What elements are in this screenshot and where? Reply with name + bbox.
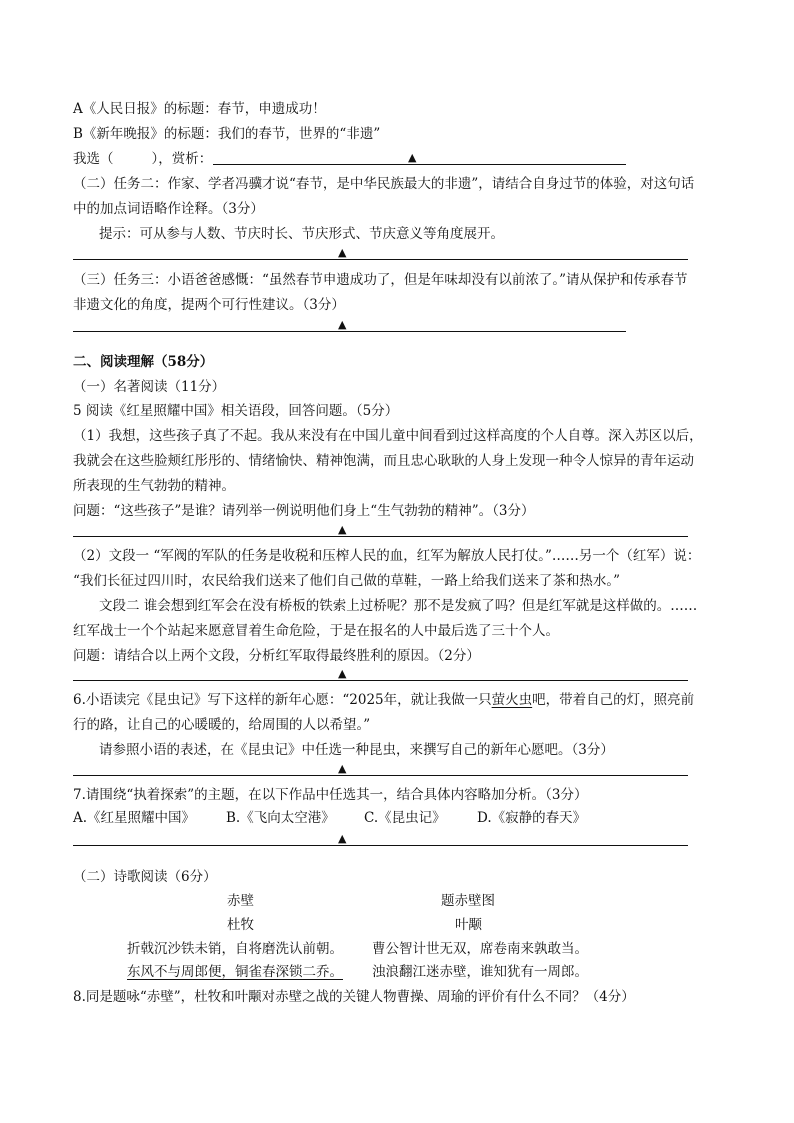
task2-line1: （二）任务二：作家、学者冯骥才说“春节，是中华民族最大的非遗”，请结合自身过节的体验，对这句话 bbox=[73, 176, 695, 192]
answer-line-q6[interactable] bbox=[73, 775, 688, 776]
q5-passage2-line3: 文段二 谁会想到红军会在没有桥板的铁索上过桥呢？那不是发疯了吗？但是红军就是这样做的。…… bbox=[99, 598, 698, 614]
poem2-line1: 曹公智计世无双，席卷南来孰敢当。 bbox=[372, 941, 588, 957]
q8-question: 8.同是题咏“赤壁”，杜牧和叶颙对赤壁之战的关键人物曹操、周瑜的评价有什么不同？（4分） bbox=[73, 989, 635, 1005]
poem1-line1: 折戟沉沙铁未销，自将磨洗认前朝。 bbox=[127, 941, 343, 957]
q5-passage2-line2: “我们长征过四川时，农民给我们送来了他们自己做的草鞋，一路上给我们送来了茶和热水。” bbox=[73, 573, 621, 589]
answer-mark: ▲ bbox=[408, 151, 417, 164]
answer-mark: ▲ bbox=[338, 667, 347, 680]
option-a-line: A《人民日报》的标题：春节，申遗成功！ bbox=[73, 101, 326, 117]
choose-prefix: 我选（ bbox=[73, 151, 114, 167]
answer-mark: ▲ bbox=[338, 246, 347, 259]
subsection-poetry: （二）诗歌阅读（6分） bbox=[73, 869, 217, 885]
answer-mark: ▲ bbox=[338, 523, 347, 536]
q6-underlined-firefly: 萤火虫 bbox=[491, 692, 533, 708]
q7-option-c: C.《昆虫记》 bbox=[364, 810, 446, 826]
answer-line-q7[interactable] bbox=[73, 845, 688, 846]
poem1-author: 杜牧 bbox=[227, 917, 254, 933]
q6-line2: 行的路，让自己的心暖暖的，给周围的人以希望。” bbox=[73, 717, 371, 733]
answer-mark: ▲ bbox=[338, 762, 347, 775]
answer-line-q5-1[interactable] bbox=[73, 536, 688, 537]
poem2-author: 叶颙 bbox=[455, 917, 482, 933]
task2-line2-text: 中的加点词语略作诠释。 bbox=[73, 201, 222, 217]
task2-hint: 提示：可从参与人数、节庆时长、节庆形式、节庆意义等角度展开。 bbox=[99, 226, 504, 242]
q7-option-d: D.《寂静的春天》 bbox=[477, 810, 587, 826]
q5-question1: 问题：“这些孩子”是谁？请列举一例说明他们身上“生气勃勃的精神”。（3分） bbox=[73, 503, 535, 519]
poem2-title: 题赤壁图 bbox=[441, 893, 495, 909]
q5-question2: 问题：请结合以上两个文段，分析红军取得最终胜利的原因。（2分） bbox=[73, 648, 480, 664]
option-b-line: B《新年晚报》的标题：我们的春节，世界的“非遗” bbox=[73, 126, 381, 142]
q7-line1: 7.请围绕“执着探索”的主题，在以下作品中任选其一，结合具体内容略加分析。（3分） bbox=[73, 787, 588, 803]
choose-line bbox=[73, 149, 212, 169]
answer-line-task3[interactable] bbox=[73, 331, 626, 332]
q5-passage2-line1: （2）文段一 “军阀的军队的任务是收税和压榨人民的血，红军为解放人民打仗。”……另一个（红军）说： bbox=[73, 548, 701, 564]
answer-line-choose[interactable] bbox=[213, 164, 626, 165]
q5-intro: 5 阅读《红星照耀中国》相关语段，回答问题。（5分） bbox=[73, 403, 399, 419]
q7-option-b: B.《飞向太空港》 bbox=[226, 810, 335, 826]
q6-line1-start: 6.小语读完《昆虫记》写下这样的新年心愿：“2025年，就让我做一只 bbox=[73, 692, 492, 708]
task2-line2 bbox=[73, 199, 264, 219]
q7-option-a: A.《红星照耀中国》 bbox=[73, 810, 196, 826]
q5-passage1-line1: （1）我想，这些孩子真了不起。我从来没有在中国儿童中间看到过这样高度的个人自尊。深入苏区以后， bbox=[73, 428, 703, 444]
poem2-line2: 浊浪翻江迷赤壁，谁知犹有一周郎。 bbox=[372, 964, 588, 980]
answer-line-task2[interactable] bbox=[73, 259, 688, 260]
q6-line3: 请参照小语的表述，在《昆虫记》中任选一种昆虫，来撰写自己的新年心愿吧。（3分） bbox=[99, 742, 614, 758]
q6-line1-end: 吧，带着自己的灯，照亮前 bbox=[532, 692, 695, 708]
task2-score: （3分） bbox=[221, 201, 264, 217]
choose-mid: ），赏析： bbox=[151, 151, 213, 167]
section-title-reading: 二、阅读理解（58分） bbox=[73, 354, 214, 370]
task3-line1: （三）任务三：小语爸爸感慨：“虽然春节申遗成功了，但是年味却没有以前浓了。”请从保护和传承春节 bbox=[73, 272, 688, 288]
subsection-classics: （一）名著阅读（11分） bbox=[73, 379, 226, 395]
q5-passage1-line3: 所表现的生气勃勃的精神。 bbox=[73, 478, 235, 494]
poem1-line2: 东风不与周郎便，铜雀春深锁二乔。 bbox=[127, 964, 343, 980]
poem1-title: 赤壁 bbox=[227, 893, 254, 909]
answer-mark: ▲ bbox=[338, 832, 347, 845]
answer-mark: ▲ bbox=[338, 318, 347, 331]
q5-passage1-line2: 我就会在这些脸颊红彤彤的、情绪愉快、精神饱满，而且忠心耿耿的人身上发现一种令人惊异的青年运动 bbox=[73, 453, 694, 469]
q5-passage2-line4: 红军战士一个个站起来愿意冒着生命危险，于是在报名的人中最后选了三十个人。 bbox=[73, 623, 559, 639]
answer-line-q5-2[interactable] bbox=[73, 680, 688, 681]
task3-line2: 非遗文化的角度，提两个可行性建议。（3分） bbox=[73, 297, 345, 313]
q6-line1 bbox=[73, 690, 694, 710]
